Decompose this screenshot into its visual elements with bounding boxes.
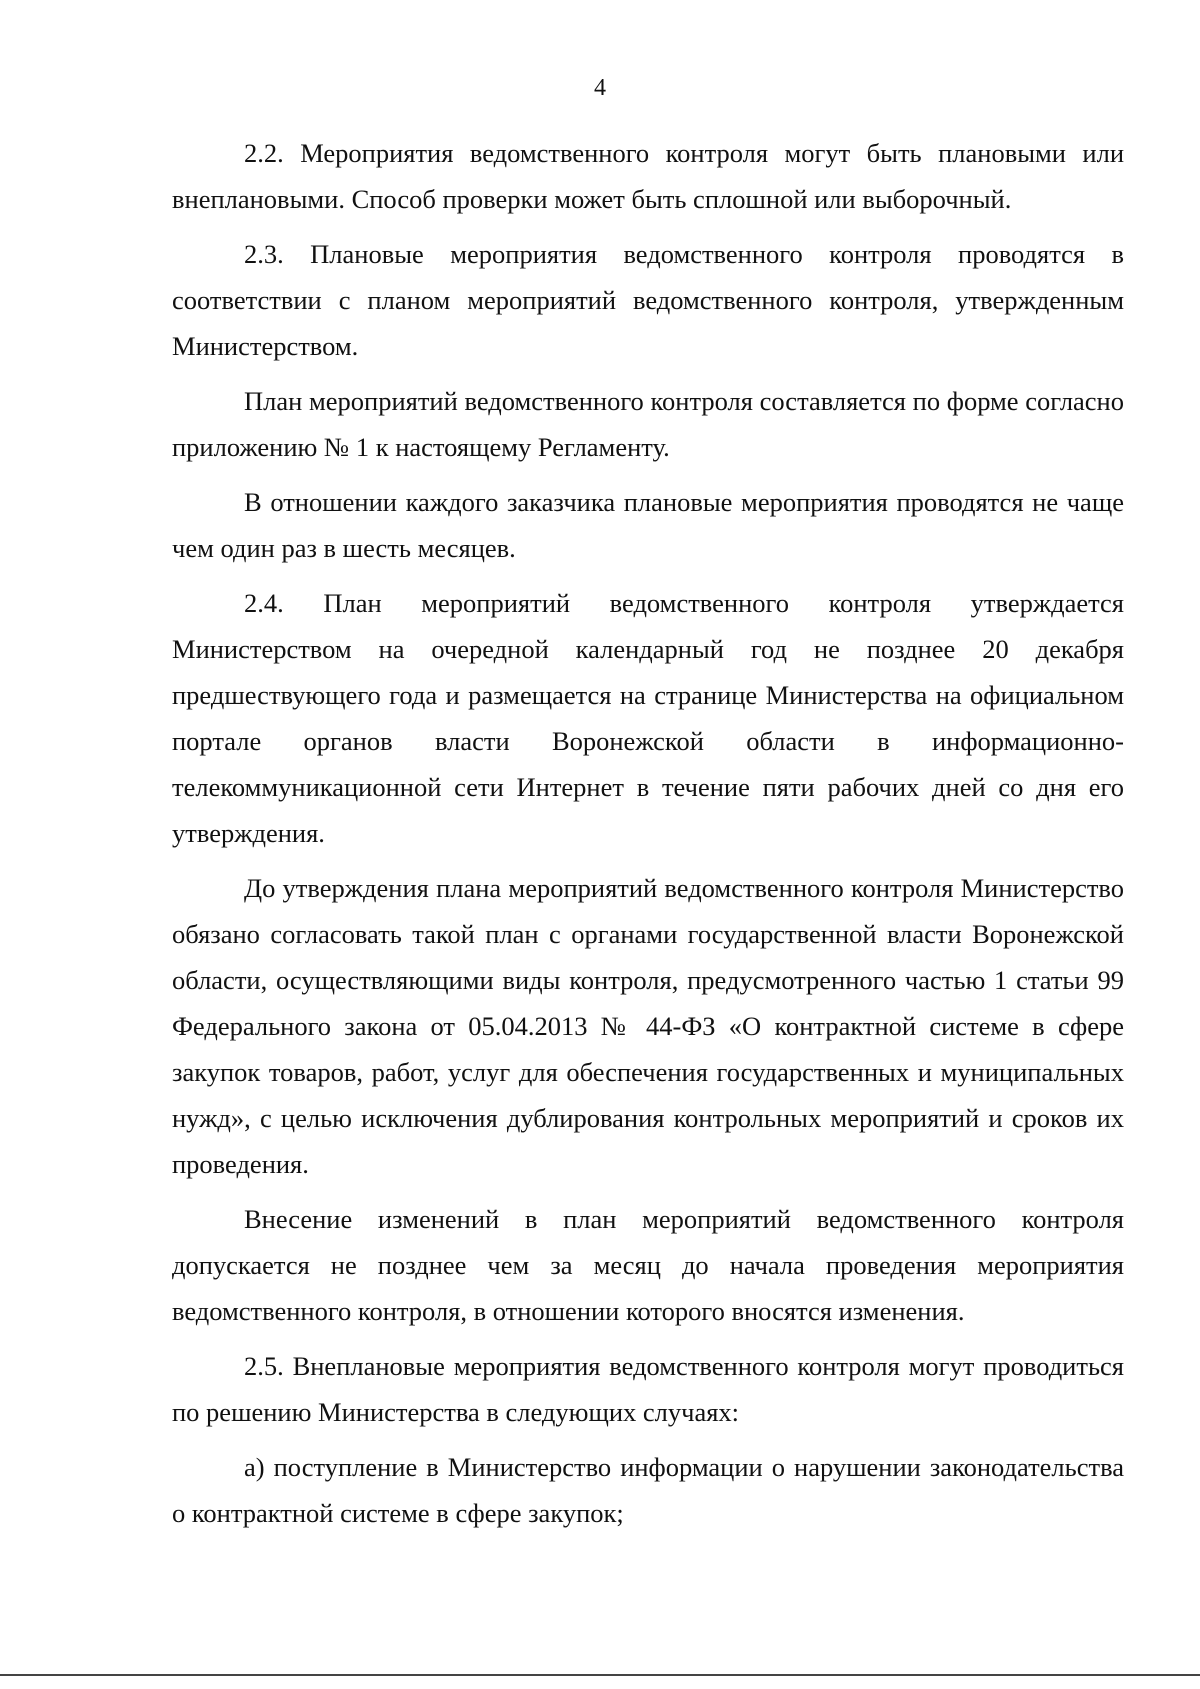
paragraph-approval-coordination: До утверждения плана мероприятий ведомственного контроля Министерство обязано согласовать такой план с органами государственной власти Воронежской области, осуществляющими виды контроля, предусмотренного частью 1 статьи 99 Федерального закона от 05.04.2013 № 44-ФЗ «О контрактной системе в сфере закупок товаров, работ, услуг для обеспечения государственных и муниципальных нужд», с целью исключения дублирования контрольных мероприятий и сроков их проведения.	[172, 873, 1124, 1179]
paragraph-frequency: В отношении каждого заказчика плановые мероприятия проводятся не чаще чем один раз в шесть месяцев.	[172, 487, 1124, 563]
page-number: 4	[594, 75, 606, 101]
paragraph-plan-form: План мероприятий ведомственного контроля составляется по форме согласно приложению № 1 к настоящему Регламенту.	[172, 386, 1124, 462]
paragraph-plan-changes: Внесение изменений в план мероприятий ведомственного контроля допускается не позднее чем за месяц до начала проведения мероприятия ведомственного контроля, в отношении которого вносятся изменения.	[172, 1204, 1124, 1326]
bottom-divider	[0, 1674, 1200, 1676]
paragraph-2-3: 2.3. Плановые мероприятия ведомственного контроля проводятся в соответствии с планом мероприятий ведомственного контроля, утвержденным Министерством.	[172, 239, 1124, 361]
paragraph-case-a: а) поступление в Министерство информации о нарушении законодательства о контрактной системе в сфере закупок;	[172, 1452, 1124, 1528]
document-body	[172, 130, 1124, 1545]
paragraph-2-2: 2.2. Мероприятия ведомственного контроля могут быть плановыми или внеплановыми. Способ проверки может быть сплошной или выборочный.	[172, 138, 1124, 214]
paragraph-2-5: 2.5. Внеплановые мероприятия ведомственного контроля могут проводиться по решению Министерства в следующих случаях:	[172, 1351, 1124, 1427]
paragraph-2-4: 2.4. План мероприятий ведомственного контроля утверждается Министерством на очередной календарный год не позднее 20 декабря предшествующего года и размещается на странице Министерства на официальном портале органов власти Воронежской области в информационно-телекоммуникационной сети Интернет в течение пяти рабочих дней со дня его утверждения.	[172, 588, 1124, 848]
